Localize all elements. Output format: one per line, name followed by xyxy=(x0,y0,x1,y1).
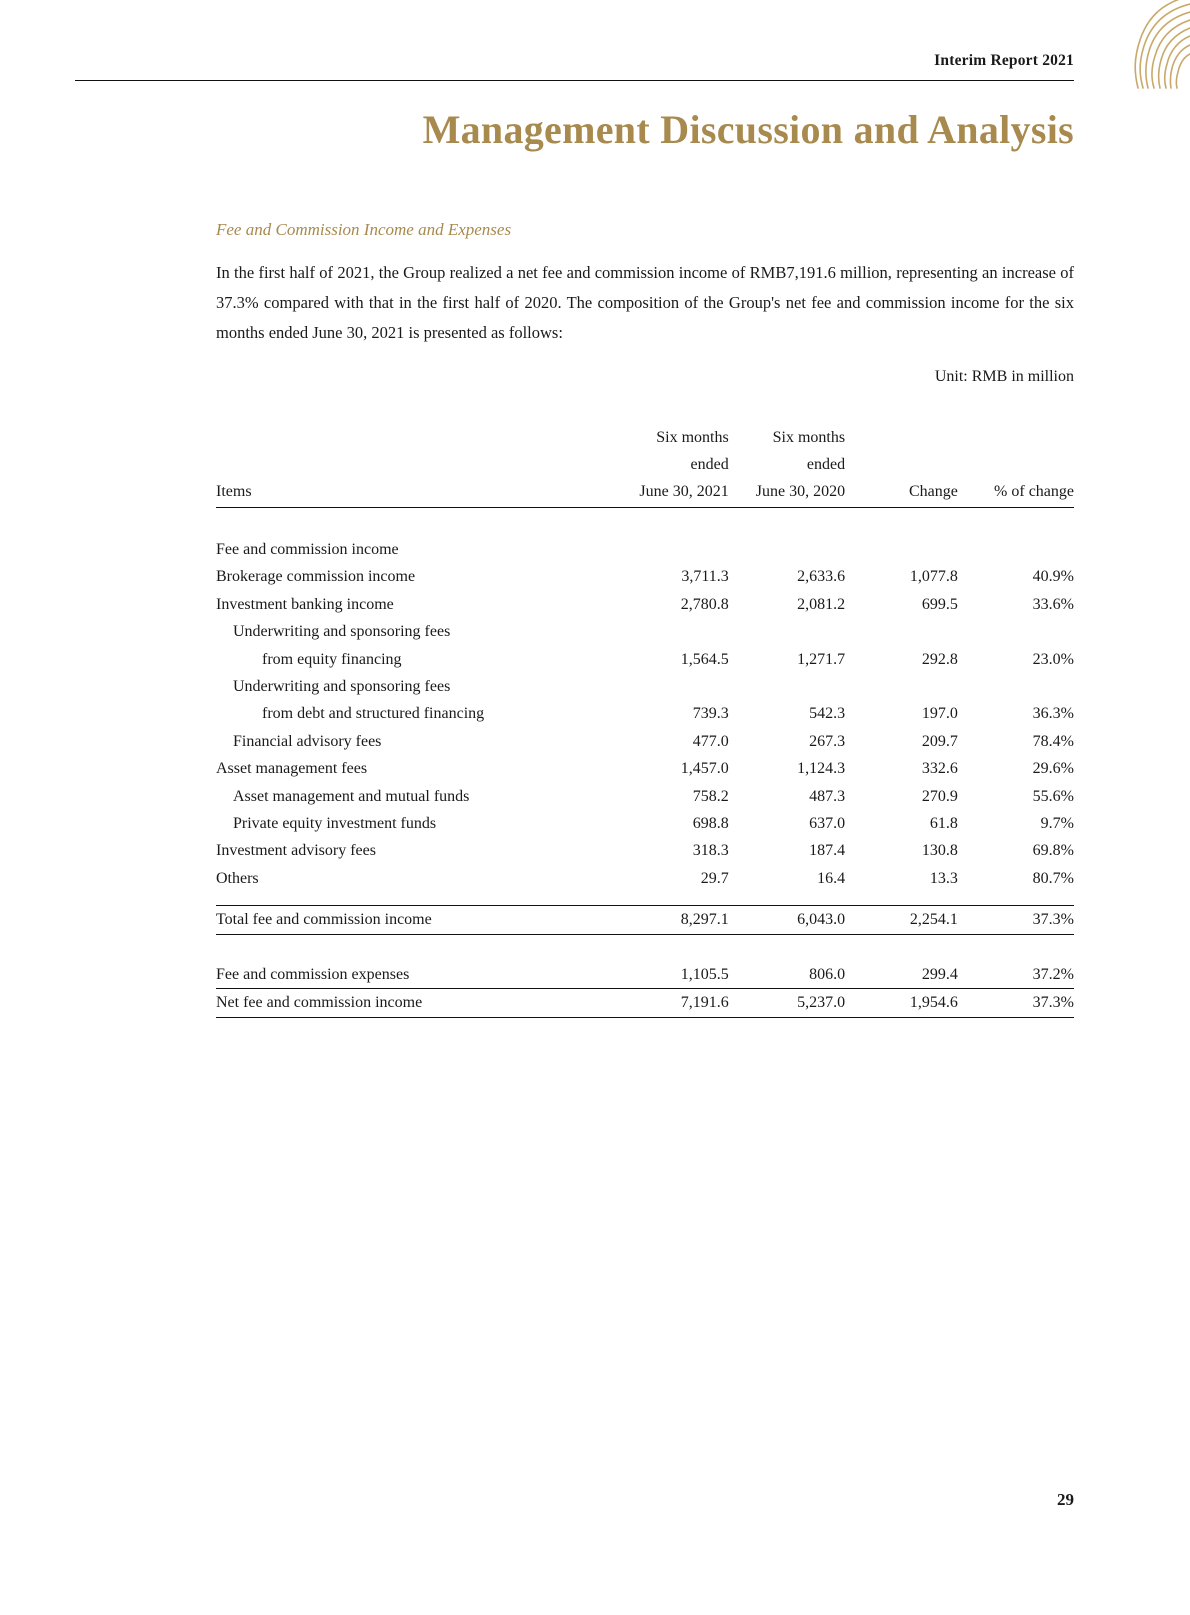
table-row xyxy=(216,591,1074,618)
row-current: 3,711.3 xyxy=(681,568,729,586)
expense-label: Fee and commission expenses xyxy=(216,965,410,983)
section-heading: Fee and Commission Income and Expenses xyxy=(216,220,512,239)
total-change: 2,254.1 xyxy=(845,906,958,934)
table-row xyxy=(216,673,1074,700)
row-change: 197.0 xyxy=(921,705,958,723)
row-current: 698.8 xyxy=(692,815,729,833)
row-change: 699.5 xyxy=(921,595,958,613)
row-previous: 16.4 xyxy=(817,869,846,887)
row-label: from equity financing xyxy=(262,650,402,668)
net-pct: 37.3% xyxy=(958,989,1074,1017)
table-row xyxy=(216,728,1074,755)
table-row xyxy=(216,810,1074,837)
row-label: Underwriting and sponsoring fees xyxy=(233,678,451,696)
row-label: Asset management and mutual funds xyxy=(233,787,470,805)
col-previous-line1: Six months xyxy=(772,429,846,446)
table-row xyxy=(216,865,1074,892)
row-pct: 36.3% xyxy=(1032,705,1074,723)
expense-change: 299.4 xyxy=(921,965,958,983)
row-previous xyxy=(729,673,845,700)
row-current xyxy=(611,618,729,645)
expense-previous: 806.0 xyxy=(809,965,846,983)
row-previous: 1,271.7 xyxy=(797,650,846,668)
row-pct xyxy=(958,673,1074,700)
row-change: 292.8 xyxy=(921,650,958,668)
table-spacer-2 xyxy=(216,892,1074,906)
table-spacer-3 xyxy=(216,934,1074,961)
row-current: 318.3 xyxy=(692,842,729,860)
unit-note: Unit: RMB in million xyxy=(934,368,1074,385)
col-change: Change xyxy=(908,483,958,500)
row-pct xyxy=(958,536,1074,563)
col-current-line2: ended xyxy=(690,456,729,473)
row-current: 758.2 xyxy=(692,787,729,805)
running-head: Interim Report 2021 xyxy=(934,52,1074,69)
net-current: 7,191.6 xyxy=(611,989,729,1017)
row-change: 270.9 xyxy=(921,787,958,805)
row-pct: 23.0% xyxy=(1032,650,1074,668)
page-number: 29 xyxy=(1057,1490,1074,1509)
col-previous-line2: ended xyxy=(806,456,846,473)
table-row xyxy=(216,646,1074,673)
row-current: 29.7 xyxy=(700,869,729,887)
col-pct-change: % of change xyxy=(994,483,1074,500)
table-row xyxy=(216,755,1074,782)
expense-pct: 37.2% xyxy=(1032,965,1074,983)
row-label: Investment banking income xyxy=(216,595,394,613)
row-change: 13.3 xyxy=(929,869,958,887)
row-label: Financial advisory fees xyxy=(233,732,382,750)
financial-table xyxy=(216,420,1074,1018)
row-pct: 29.6% xyxy=(1032,760,1074,778)
row-previous: 267.3 xyxy=(809,732,846,750)
row-label: Asset management fees xyxy=(216,760,368,778)
net-label: Net fee and commission income xyxy=(216,989,611,1017)
row-pct: 55.6% xyxy=(1032,787,1074,805)
table-row xyxy=(216,837,1074,864)
row-pct: 69.8% xyxy=(1032,842,1074,860)
table-row-expenses xyxy=(216,961,1074,989)
table-row xyxy=(216,783,1074,810)
row-pct: 9.7% xyxy=(1040,815,1074,833)
row-label: Brokerage commission income xyxy=(216,568,416,586)
row-pct: 78.4% xyxy=(1032,732,1074,750)
row-change: 1,077.8 xyxy=(909,568,958,586)
row-label: Underwriting and sponsoring fees xyxy=(233,623,451,641)
row-change xyxy=(845,536,958,563)
col-items: Items xyxy=(216,483,252,500)
row-current xyxy=(611,536,729,563)
expense-current: 1,105.5 xyxy=(680,965,729,983)
row-pct xyxy=(958,618,1074,645)
row-current xyxy=(611,673,729,700)
net-change: 1,954.6 xyxy=(845,989,958,1017)
page-title: Management Discussion and Analysis xyxy=(422,107,1074,152)
total-label: Total fee and commission income xyxy=(216,906,611,934)
table-header-line-2 xyxy=(216,447,1074,474)
total-previous: 6,043.0 xyxy=(729,906,845,934)
net-previous: 5,237.0 xyxy=(729,989,845,1017)
table-spacer xyxy=(216,508,1074,537)
row-previous xyxy=(729,618,845,645)
col-previous-line3: June 30, 2020 xyxy=(755,483,846,500)
table-header-line-3 xyxy=(216,474,1074,501)
row-change xyxy=(845,673,958,700)
total-pct: 37.3% xyxy=(958,906,1074,934)
table-row-total xyxy=(216,906,1074,934)
row-label: Others xyxy=(216,869,259,887)
row-pct: 33.6% xyxy=(1032,595,1074,613)
row-label: Investment advisory fees xyxy=(216,842,376,860)
body-paragraph: In the first half of 2021, the Group realized a net fee and commission income of RMB7,191.6 million, representing an increase of 37.3% compared with that in the first half of 2020. The composition of the Group's net fee and commission income for the six months ended June 30, 2021 is presented as follows: xyxy=(216,263,1074,342)
row-current: 477.0 xyxy=(692,732,729,750)
row-change: 61.8 xyxy=(929,815,958,833)
table-row xyxy=(216,536,1074,563)
header-divider xyxy=(75,80,1074,81)
table-body xyxy=(216,536,1074,892)
row-change xyxy=(845,618,958,645)
row-previous: 1,124.3 xyxy=(797,760,846,778)
table-header-line-1 xyxy=(216,420,1074,447)
row-pct: 80.7% xyxy=(1032,869,1074,887)
table-row xyxy=(216,700,1074,727)
row-previous: 2,633.6 xyxy=(797,568,846,586)
row-previous: 2,081.2 xyxy=(797,595,846,613)
row-pct: 40.9% xyxy=(1032,568,1074,586)
table-row xyxy=(216,563,1074,590)
total-current: 8,297.1 xyxy=(611,906,729,934)
row-label: Fee and commission income xyxy=(216,541,399,558)
row-previous: 487.3 xyxy=(809,787,846,805)
col-current-line3: June 30, 2021 xyxy=(639,483,729,500)
row-previous: 187.4 xyxy=(809,842,846,860)
row-current: 2,780.8 xyxy=(680,595,729,613)
table-row xyxy=(216,618,1074,645)
row-previous xyxy=(729,536,845,563)
row-current: 739.3 xyxy=(692,705,729,723)
corner-ornament xyxy=(1060,0,1190,90)
row-previous: 542.3 xyxy=(809,705,846,723)
col-current-line1: Six months xyxy=(656,429,729,446)
table-row-net xyxy=(216,989,1074,1017)
row-change: 332.6 xyxy=(921,760,958,778)
row-current: 1,564.5 xyxy=(680,650,729,668)
row-current: 1,457.0 xyxy=(680,760,729,778)
row-label: Private equity investment funds xyxy=(233,815,437,833)
row-previous: 637.0 xyxy=(809,815,846,833)
row-change: 130.8 xyxy=(921,842,958,860)
row-label: from debt and structured financing xyxy=(262,705,485,723)
row-change: 209.7 xyxy=(921,732,958,750)
